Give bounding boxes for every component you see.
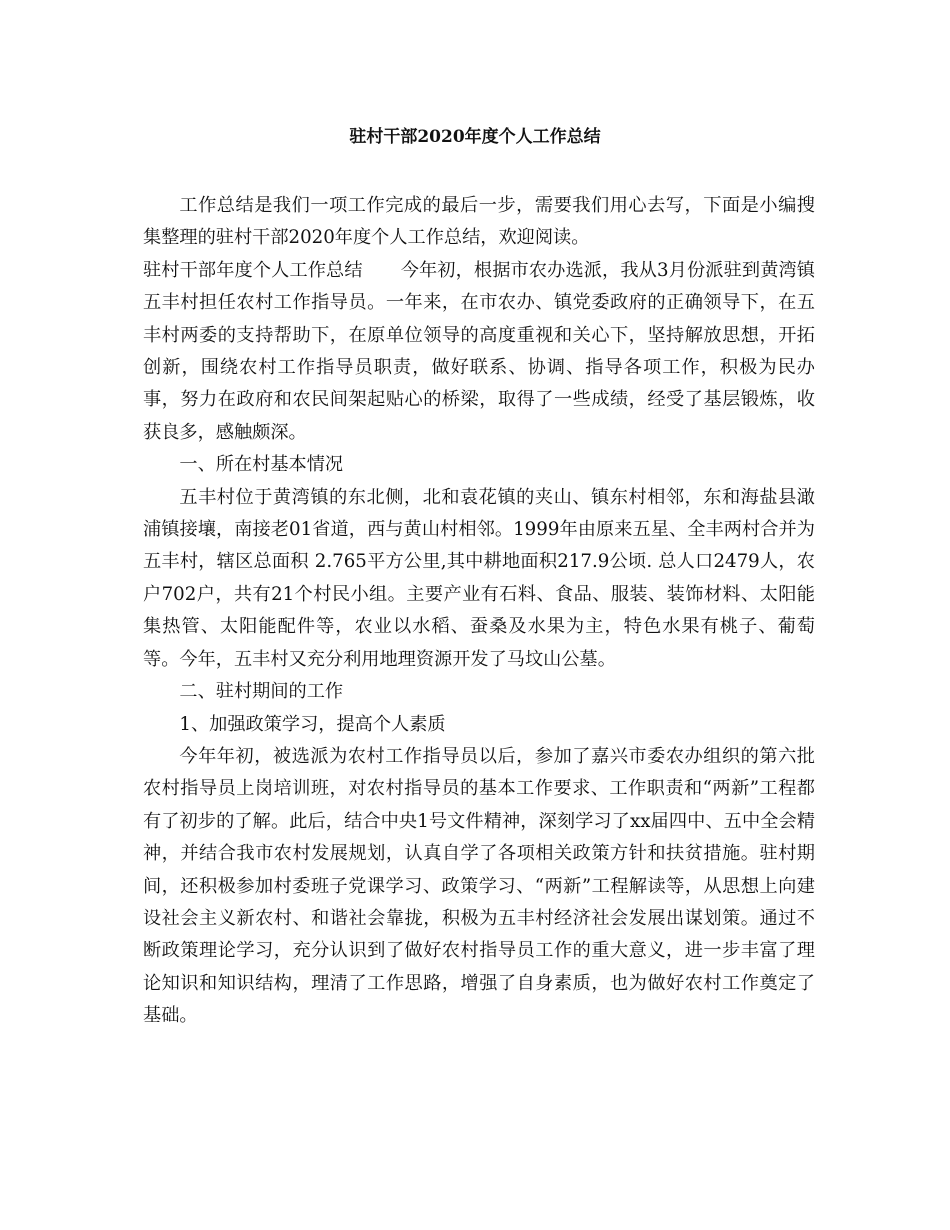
intro-paragraph: 工作总结是我们一项工作完成的最后一步，需要我们用心去写，下面是小编搜集整理的驻村干部2020年度个人工作总结，欢迎阅读。: [143, 195, 815, 249]
subheading-1: 1、加强政策学习，提高个人素质: [179, 713, 446, 735]
lead-title: 驻村干部年度个人工作总结: [143, 259, 363, 281]
document-body: [143, 190, 815, 1033]
village-paragraph: 五丰村位于黄湾镇的东北侧，北和袁花镇的夹山、镇东村相邻，东和海盐县澉浦镇接壤，南接老01省道，西与黄山村相邻。1999年由原来五星、全丰两村合并为五丰村，辖区总面积 2.765平方公里,其中耕地面积217.9公顷. 总人口2479人，农户702户，共有21个村民小组。主要产业有石料、食品、服装、装饰材料、太阳能集热管、太阳能配件等，农业以水稻、蚕桑及水果为主，特色水果有桃子、葡萄等。今年，五丰村又充分利用地理资源开发了马坟山公墓。: [143, 486, 815, 670]
section-heading-1: 一、所在村基本情况: [179, 454, 344, 476]
lead-paragraph: [143, 255, 815, 449]
section-heading-2: 二、驻村期间的工作: [179, 681, 344, 703]
document-title: 驻村干部2020年度个人工作总结: [349, 127, 601, 147]
study-paragraph: 今年年初，被选派为农村工作指导员以后，参加了嘉兴市委农办组织的第六批农村指导员上岗培训班，对农村指导员的基本工作要求、工作职责和“两新”工程都有了初步的了解。此后，结合中央1号文件精神，深刻学习了xx届四中、五中全会精神，并结合我市农村发展规划，认真自学了各项相关政策方针和扶贫措施。驻村期间，还积极参加村委班子党课学习、政策学习、“两新”工程解读等，从思想上向建设社会主义新农村、和谐社会靠拢，积极为五丰村经济社会发展出谋划策。通过不断政策理论学习，充分认识到了做好农村指导员工作的重大意义，进一步丰富了理论知识和知识结构，理清了工作思路，增强了自身素质，也为做好农村工作奠定了基础。: [143, 745, 815, 1027]
lead-text: 今年初，根据市农办选派，我从3月份派驻到黄湾镇五丰村担任农村工作指导员。一年来，在市农办、镇党委政府的正确领导下，在五丰村两委的支持帮助下，在原单位领导的高度重视和关心下，坚持解放思想，开拓创新，围绕农村工作指导员职责，做好联系、协调、指导各项工作，积极为民办事，努力在政府和农民间架起贴心的桥梁，取得了一些成绩，经受了基层锻炼，收获良多，感触颇深。: [143, 259, 815, 443]
